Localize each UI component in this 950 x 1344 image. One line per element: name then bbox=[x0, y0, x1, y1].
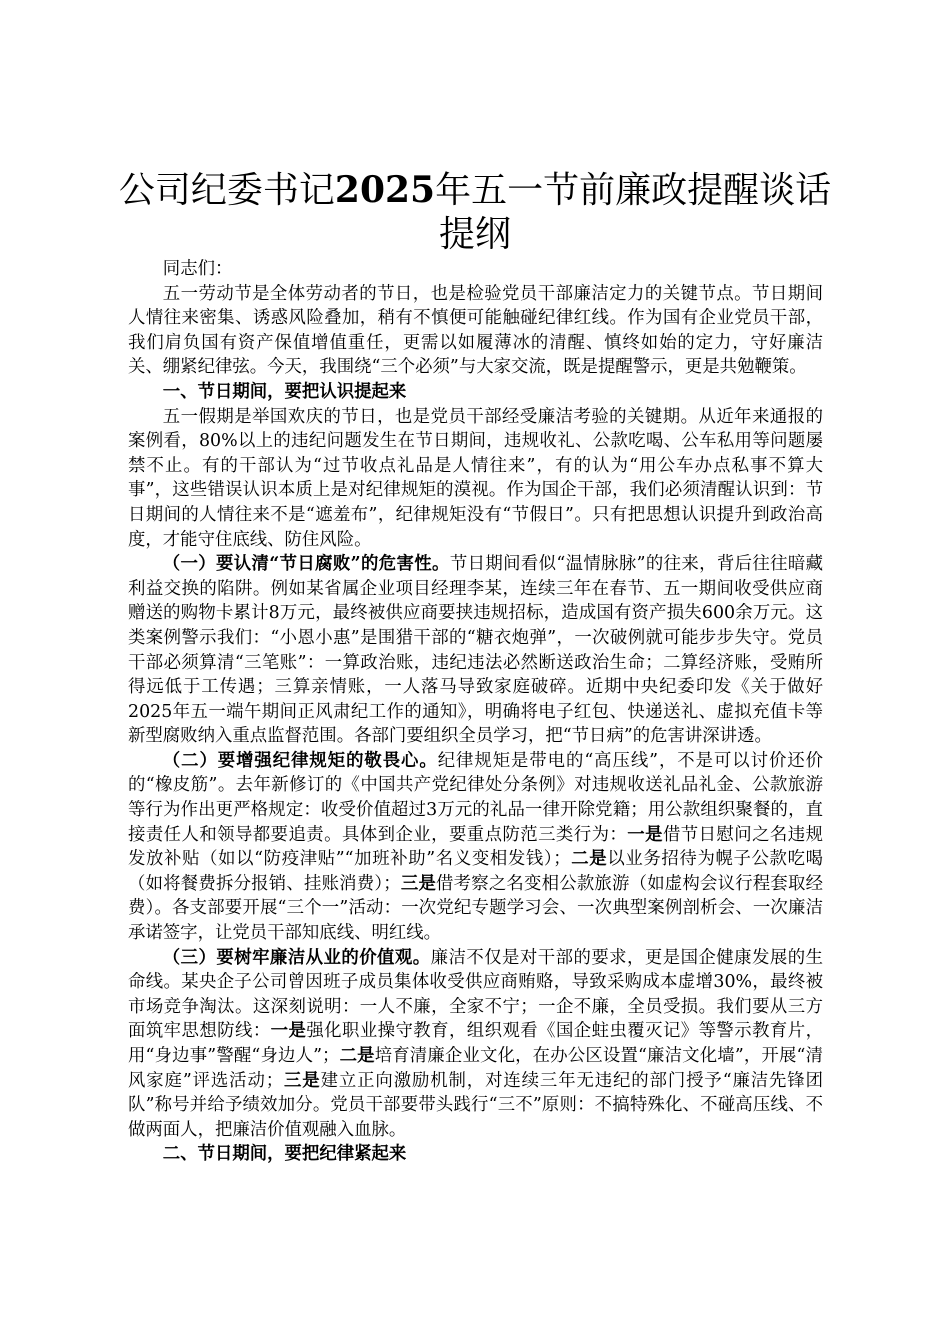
subsection-3 bbox=[128, 946, 823, 1143]
subsection-2-lead: （二）要增强纪律规矩的敬畏心。 bbox=[162, 750, 438, 771]
subsection-1 bbox=[128, 552, 823, 749]
subsection-2-point-3: 三是 bbox=[400, 873, 437, 894]
subsection-2-point-2: 二是 bbox=[570, 849, 608, 870]
subsection-3-text-c: 培育清廉企业文化，在办公区设置“廉洁文化墙”，开展“清风家庭”评选活动； bbox=[128, 1046, 823, 1091]
subsection-3-point-2: 二是 bbox=[339, 1046, 375, 1066]
subsection-2-text-d: 借考察之名变相公款旅游（如虚构会议行程套取经费）。各支部要开展“三个一”活动：一次党纪专题学习会、一次典型案例剖析会、一次廉洁承诺签字，让党员干部知底线、明红线。 bbox=[128, 873, 823, 944]
subsection-3-text-a: 廉洁不仅是对干部的要求，更是国企健康发展的生命线。某央企子公司曾因班子成员集体收受供应商贿赂，导致采购成本虚增30%，最终被市场竞争淘汰。这深刻说明：一人不廉，全家不宁；一企不廉，全员受损。我们要从三方面筑牢思想防线： bbox=[128, 947, 823, 1042]
subsection-3-point-3: 三是 bbox=[283, 1070, 321, 1091]
subsection-1-text: 节日期间看似“温情脉脉”的往来，背后往往暗藏利益交换的陷阱。例如某省属企业项目经理李某，连续三年在春节、五一期间收受供应商赠送的购物卡累计8万元，最终被供应商要挟违规招标，造成国有资产损失600余万元。这类案例警示我们：“小恩小惠”是围猎干部的“糖衣炮弹”，一次破例就可能步步失守。党员干部必须算清“三笔账”：一算政治账，违纪违法必然断送政治生命；二算经济账，受贿所得远低于工传遇；三算亲情账，一人落马导致家庭破碎。近期中央纪委印发《关于做好2025年五一端午期间正风肃纪工作的通知》，明确将电子红包、快递送礼、虚拟充值卡等新型腐败纳入重点监督范围。各部门要组织全员学习，把“节日病”的危害讲深讲透。 bbox=[128, 554, 823, 747]
subsection-2-text-a: 纪律规矩是带电的“高压线”，不是可以讨价还价的“橡皮筋”。去年新修订的《中国共产党纪律处分条例》对违规收送礼品礼金、公款旅游等行为作出更严格规定：收受价值超过3万元的礼品一律开除党籍；用公款组织聚餐的，直接责任人和领导都要追责。具体到企业，要重点防范三类行为： bbox=[128, 750, 823, 845]
title-part2: 年五一节前廉政提醒谈话提纲 bbox=[435, 170, 832, 255]
document-body bbox=[128, 257, 823, 1167]
section-heading-1: 一、节日期间，要把认识提起来 bbox=[162, 381, 407, 402]
salutation: 同志们： bbox=[162, 259, 233, 279]
section-heading-2: 二、节日期间，要把纪律紧起来 bbox=[162, 1144, 407, 1165]
subsection-3-text-d: 建立正向激励机制，对连续三年无违纪的部门授予“廉洁先锋团队”称号并给予绩效加分。党员干部要带头践行“三不”原则：不搞特殊化、不碰高压线、不做两面人，把廉洁价值观融入血脉。 bbox=[128, 1070, 823, 1140]
title-part1: 公司纪委书记 bbox=[118, 170, 335, 211]
subsection-3-lead: （三）要树牢廉洁从业的价值观。 bbox=[162, 947, 431, 968]
intro-paragraph: 五一劳动节是全体劳动者的节日，也是检验党员干部廉洁定力的关键节点。节日期间人情往来密集、诱惑风险叠加，稍有不慎便可能触碰纪律红线。作为国有企业党员干部，我们肩负国有资产保值增值重任，更需以如履薄冰的清醒、慎终如始的定力，守好廉洁关、绷紧纪律弦。今天，我围绕“三个必须”与大家交流，既是提醒警示，更是共勉鞭策。 bbox=[128, 283, 823, 378]
document-title bbox=[110, 168, 840, 257]
subsection-2 bbox=[128, 749, 823, 946]
section1-paragraph: 五一假期是举国欢庆的节日，也是党员干部经受廉洁考验的关键期。从近年来通报的案例看，80%以上的违纪问题发生在节日期间，违规收礼、公款吃喝、公车私用等问题屡禁不止。有的干部认为“过节收点礼品是人情往来”，有的认为“用公车办点私事不算大事”，这些错误认识本质上是对纪律规矩的漠视。作为国企干部，我们必须清醒认识到：节日期间的人情往来不是“遮羞布”，纪律规矩没有“节假日”。只有把思想认识提升到政治高度，才能守住底线、防住风险。 bbox=[128, 406, 823, 550]
subsection-3-text-b: 强化职业操守教育，组织观看《国企蛀虫覆灭记》等警示教育片，用“身边事”警醒“身边人”； bbox=[128, 1021, 823, 1066]
subsection-3-point-1: 一是 bbox=[270, 1021, 307, 1042]
subsection-2-point-1: 一是 bbox=[627, 824, 663, 845]
subsection-2-text-c: 以业务招待为幌子公款吃喝（如将餐费拆分报销、挂账消费）； bbox=[128, 849, 823, 894]
subsection-2-text-b: 借节日慰问之名违规发放补贴（如以“防疫津贴”“加班补助”名义变相发钱）； bbox=[128, 824, 823, 870]
title-year: 2025 bbox=[334, 169, 436, 211]
subsection-1-lead: （一）要认清“节日腐败”的危害性。 bbox=[162, 554, 450, 575]
